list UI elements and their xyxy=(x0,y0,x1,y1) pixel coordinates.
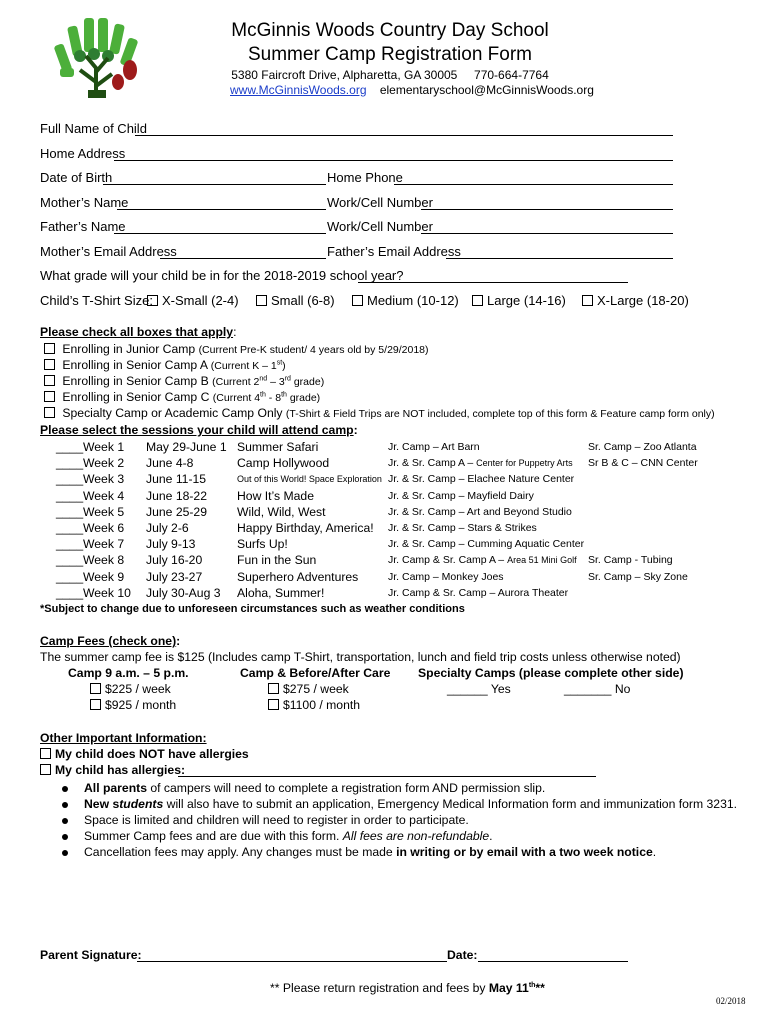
info-bullet-4: Summer Camp fees and are due with this form. All fees are non-refundable. xyxy=(84,829,493,843)
week-label: Week 3 xyxy=(83,472,125,487)
week-theme: Aloha, Summer! xyxy=(237,585,325,600)
no-allergy-option[interactable]: My child does NOT have allergies xyxy=(40,747,249,761)
mother-work-line[interactable] xyxy=(421,209,673,210)
checkbox-icon[interactable] xyxy=(44,407,55,418)
week-theme: Summer Safari xyxy=(237,440,319,454)
week-theme: Surfs Up! xyxy=(237,537,288,552)
mother-work-label: Work/Cell Number xyxy=(327,195,433,210)
week-label: Week 6 xyxy=(83,521,125,535)
tshirt-option-xsmall[interactable] xyxy=(147,293,239,308)
home-address-line[interactable] xyxy=(114,160,673,161)
checkbox-icon[interactable] xyxy=(256,295,267,306)
form-title: Summer Camp Registration Form xyxy=(247,44,533,65)
sessions-footnote: *Subject to change due to unforeseen circumstances such as weather conditions xyxy=(40,603,465,615)
camp-fee-week[interactable]: $225 / week xyxy=(90,682,171,696)
sessions-heading: Please select the sessions your child will attend camp: xyxy=(40,423,358,437)
week-blank[interactable]: ____ xyxy=(56,440,84,454)
apply-option-senior-b[interactable]: Enrolling in Senior Camp B (Current 2nd – 3rd grade) xyxy=(44,374,324,388)
week-dates: July 23-27 xyxy=(146,569,203,584)
checkbox-icon[interactable] xyxy=(44,391,55,402)
tshirt-size-label: X-Small (2-4) xyxy=(162,293,239,308)
week-blank[interactable]: ____ xyxy=(56,504,84,519)
bullet-icon xyxy=(62,802,68,808)
checkbox-icon[interactable] xyxy=(268,683,279,694)
apply-option-specialty[interactable]: Specialty Camp or Academic Camp Only (T-Shirt & Field Trips are NOT included, complete top of this form & Feature camp form only) xyxy=(44,406,715,420)
week-dates: June 4-8 xyxy=(146,456,194,471)
week-theme: Camp Hollywood xyxy=(237,456,330,471)
week-theme: How It’s Made xyxy=(237,488,314,503)
camp-fee-title: Camp 9 a.m. – 5 p.m. xyxy=(68,666,189,680)
week-label: Week 10 xyxy=(83,585,131,600)
father-email-label: Father’s Email Address xyxy=(327,244,461,259)
mother-email-label: Mother’s Email Address xyxy=(40,244,177,259)
week-junior-trip: Jr. & Sr. Camp – Mayfield Dairy xyxy=(388,489,534,502)
mother-name-label: Mother’s Name xyxy=(40,195,129,210)
week-junior-trip: Jr. Camp – Monkey Joes xyxy=(388,570,504,583)
checkbox-icon[interactable] xyxy=(44,375,55,386)
camp-fee-month[interactable]: $925 / month xyxy=(90,698,176,712)
school-name: McGinnis Woods Country Day School xyxy=(231,20,549,41)
checkbox-icon[interactable] xyxy=(268,699,279,710)
bullet-icon xyxy=(62,850,68,856)
father-work-label: Work/Cell Number xyxy=(327,219,433,234)
checkbox-icon[interactable] xyxy=(352,295,363,306)
specialty-no[interactable]: _______ No xyxy=(564,682,631,696)
return-notice: ** Please return registration and fees by May 11th** xyxy=(270,981,545,995)
week-blank[interactable]: ____ xyxy=(56,472,84,487)
week-blank[interactable]: ____ xyxy=(56,553,84,568)
info-bullet-3: Space is limited and children will need to register in order to participate. xyxy=(84,813,469,827)
week-label: Week 5 xyxy=(83,504,125,519)
form-revision-code: 02/2018 xyxy=(716,996,746,1006)
week-label: Week 1 xyxy=(83,440,125,454)
week-junior-trip: Jr. & Sr. Camp – Art and Beyond Studio xyxy=(388,505,572,518)
checkbox-icon[interactable] xyxy=(90,699,101,710)
info-bullet-2: New students will also have to submit an application, Emergency Medical Information form and immunization form 3231. xyxy=(84,797,738,811)
date-label: Date: xyxy=(447,948,478,962)
dob-label: Date of Birth xyxy=(40,170,113,185)
tshirt-size-label: Large (14-16) xyxy=(487,293,566,308)
week-blank[interactable]: ____ xyxy=(56,456,84,471)
apply-heading: Please check all boxes that apply: xyxy=(40,325,237,339)
week-dates: July 16-20 xyxy=(146,553,203,568)
checkbox-icon[interactable] xyxy=(44,343,55,354)
home-address-label: Home Address xyxy=(40,146,126,161)
parent-signature-line[interactable] xyxy=(137,961,447,962)
other-info-heading: Other Important Information: xyxy=(40,731,207,745)
week-junior-trip: Jr. Camp – Art Barn xyxy=(388,441,480,453)
bullet-icon xyxy=(62,818,68,824)
tshirt-option-xlarge[interactable] xyxy=(582,293,689,308)
mother-name-line[interactable] xyxy=(117,209,326,210)
week-blank[interactable]: ____ xyxy=(56,537,84,552)
week-theme: Superhero Adventures xyxy=(237,569,359,584)
school-phone: 770-664-7764 xyxy=(474,68,549,82)
tshirt-option-small[interactable] xyxy=(256,293,335,308)
allergy-line[interactable] xyxy=(178,776,596,777)
week-senior-trip: Sr. Camp - Tubing xyxy=(588,554,673,567)
week-junior-trip: Jr. Camp & Sr. Camp A – Area 51 Mini Golf xyxy=(388,554,577,567)
week-theme: Happy Birthday, America! xyxy=(237,521,374,535)
care-fee-week[interactable]: $275 / week xyxy=(268,682,349,696)
specialty-title: Specialty Camps (please complete other side) xyxy=(418,666,684,680)
tshirt-label: Child’s T-Shirt Size: xyxy=(40,293,153,308)
week-junior-trip: Jr. Camp & Sr. Camp – Aurora Theater xyxy=(388,586,569,599)
specialty-yes[interactable]: ______ Yes xyxy=(447,682,511,696)
week-theme: Fun in the Sun xyxy=(237,553,317,568)
week-label: Week 4 xyxy=(83,488,125,503)
week-senior-trip: Sr. Camp – Zoo Atlanta xyxy=(588,441,697,453)
week-dates: May 29-June 1 xyxy=(146,440,227,454)
week-blank[interactable]: ____ xyxy=(56,488,84,503)
info-bullet-1: All parents of campers will need to complete a registration form AND permission slip. xyxy=(84,781,546,795)
allergy-option[interactable]: My child has allergies: xyxy=(40,763,185,777)
week-dates: June 11-15 xyxy=(146,472,207,487)
week-junior-trip: Jr. & Sr. Camp A – Center for Puppetry Arts xyxy=(388,457,573,470)
bullet-icon xyxy=(62,834,68,840)
father-work-line[interactable] xyxy=(421,233,673,234)
school-address-line xyxy=(230,68,550,82)
checkbox-icon[interactable] xyxy=(582,295,593,306)
week-dates: July 9-13 xyxy=(146,537,196,552)
week-theme: Wild, Wild, West xyxy=(237,504,326,519)
child-name-label: Full Name of Child xyxy=(40,121,147,136)
school-email: elementaryschool@McGinnisWoods.org xyxy=(379,83,594,97)
fees-description: The summer camp fee is $125 (Includes camp T-Shirt, transportation, lunch and field trip costs unless otherwise noted) xyxy=(40,650,681,664)
week-junior-trip: Jr. & Sr. Camp – Elachee Nature Center xyxy=(388,473,575,486)
tshirt-option-large[interactable] xyxy=(472,293,566,308)
week-theme: Out of this World! Space Exploration xyxy=(237,474,382,485)
week-label: Week 9 xyxy=(83,569,125,584)
school-address: 5380 Faircroft Drive, Alpharetta, GA 30005 xyxy=(231,68,458,82)
fees-heading: Camp Fees (check one): xyxy=(40,634,181,648)
week-senior-trip: Sr. Camp – Sky Zone xyxy=(588,570,688,583)
checkbox-icon[interactable] xyxy=(40,748,51,759)
week-label: Week 8 xyxy=(83,553,125,568)
grade-line[interactable] xyxy=(358,282,628,283)
school-website-link[interactable]: www.McGinnisWoods.org xyxy=(230,83,367,97)
week-label: Week 7 xyxy=(83,537,125,552)
father-name-label: Father’s Name xyxy=(40,219,126,234)
parent-signature-label: Parent Signature: xyxy=(40,948,142,962)
week-blank[interactable]: ____ xyxy=(56,569,84,584)
apply-option-senior-a[interactable]: Enrolling in Senior Camp A (Current K – 1st) xyxy=(44,358,286,372)
week-senior-trip: Sr B & C – CNN Center xyxy=(588,457,698,470)
week-blank[interactable]: ____ xyxy=(56,521,84,535)
care-fee-title: Camp & Before/After Care xyxy=(240,666,391,680)
apply-option-junior[interactable]: Enrolling in Junior Camp (Current Pre-K student/ 4 years old by 5/29/2018) xyxy=(44,342,429,356)
tshirt-size-label: Small (6-8) xyxy=(271,293,335,308)
tshirt-option-medium[interactable] xyxy=(352,293,459,308)
week-dates: July 30-Aug 3 xyxy=(146,585,221,600)
tshirt-size-label: Medium (10-12) xyxy=(367,293,459,308)
father-email-line[interactable] xyxy=(446,258,673,259)
checkbox-icon[interactable] xyxy=(472,295,483,306)
week-blank[interactable]: ____ xyxy=(56,585,84,600)
home-phone-label: Home Phone xyxy=(327,170,403,185)
tshirt-size-label: X-Large (18-20) xyxy=(597,293,689,308)
school-logo-tree xyxy=(50,16,150,98)
info-bullet-5: Cancellation fees may apply. Any changes must be made in writing or by email with a two week notice. xyxy=(84,845,657,859)
dob-line[interactable] xyxy=(103,184,326,185)
grade-question: What grade will your child be in for the 2018-2019 school year? xyxy=(40,268,404,283)
checkbox-icon[interactable] xyxy=(44,359,55,370)
week-label: Week 2 xyxy=(83,456,125,471)
apply-option-senior-c[interactable]: Enrolling in Senior Camp C (Current 4th - 8th grade) xyxy=(44,390,320,404)
school-contact-line xyxy=(230,83,594,97)
care-fee-month[interactable]: $1100 / month xyxy=(268,698,360,712)
week-junior-trip: Jr. & Sr. Camp – Stars & Strikes xyxy=(388,522,537,534)
child-name-line[interactable] xyxy=(135,135,673,136)
checkbox-icon[interactable] xyxy=(40,764,51,775)
home-phone-line[interactable] xyxy=(394,184,673,185)
bullet-icon xyxy=(62,786,68,792)
checkbox-icon[interactable] xyxy=(90,683,101,694)
father-name-line[interactable] xyxy=(114,233,326,234)
week-junior-trip: Jr. & Sr. Camp – Cumming Aquatic Center xyxy=(388,538,585,551)
week-dates: July 2-6 xyxy=(146,521,189,535)
mother-email-line[interactable] xyxy=(160,258,326,259)
checkbox-icon[interactable] xyxy=(147,295,158,306)
week-dates: June 25-29 xyxy=(146,504,207,519)
week-dates: June 18-22 xyxy=(146,488,207,503)
date-line[interactable] xyxy=(478,961,628,962)
